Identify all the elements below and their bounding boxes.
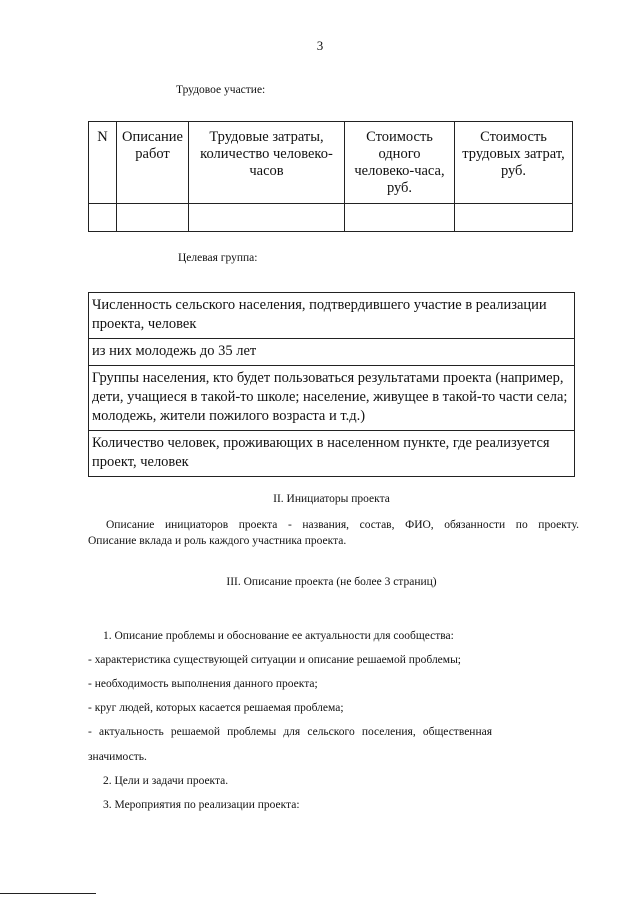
section-2-title: II. Инициаторы проекта xyxy=(273,493,390,505)
section-3-bullet-1: - характеристика существующей ситуации и описание решаемой проблемы; xyxy=(88,654,461,666)
labor-col-hour-cost: Стоимость одного человеко-часа, руб. xyxy=(345,122,455,204)
table-cell xyxy=(345,204,455,232)
labor-table-header-row xyxy=(89,122,573,204)
table-row xyxy=(89,366,575,431)
target-row-youth: из них молодежь до 35 лет xyxy=(89,339,575,366)
table-cell xyxy=(455,204,573,232)
table-row xyxy=(89,293,575,339)
target-row-rural-population: Численность сельского населения, подтвердившего участие в реализации проекта, человек xyxy=(89,293,575,339)
labor-heading: Трудовое участие: xyxy=(176,84,266,96)
section-2-line-2: Описание вклада и роль каждого участника проекта. xyxy=(88,535,347,547)
section-3-bullet-3: - круг людей, которых касается решаемая проблема; xyxy=(88,702,344,714)
section-3-bullet-4: - актуальность решаемой проблемы для сельского поселения, общественная xyxy=(88,726,492,738)
table-cell xyxy=(117,204,189,232)
labor-table-empty-row xyxy=(89,204,573,232)
target-row-population-groups: Группы населения, кто будет пользоваться результатами проекта (например, дети, учащиеся в такой-то школе; население, живущее в такой-то части села; молодежь, жители пожилого возраста и т.д.) xyxy=(89,366,575,431)
section-3-item-3: 3. Мероприятия по реализации проекта: xyxy=(103,799,300,811)
table-row xyxy=(89,431,575,477)
labor-col-description: Описание работ xyxy=(117,122,189,204)
target-group-table xyxy=(88,292,575,477)
labor-col-n: N xyxy=(89,122,117,204)
footer-divider xyxy=(0,893,96,894)
target-group-heading: Целевая группа: xyxy=(178,252,258,264)
labor-col-total-cost: Стоимость трудовых затрат, руб. xyxy=(455,122,573,204)
labor-col-labor-cost: Трудовые затраты, количество человеко-часов xyxy=(189,122,345,204)
table-row xyxy=(89,339,575,366)
section-2-line-1: Описание инициаторов проекта - названия, состав, ФИО, обязанности по проекту. xyxy=(106,519,579,531)
labor-table xyxy=(88,121,573,232)
table-cell xyxy=(89,204,117,232)
section-3-item-2: 2. Цели и задачи проекта. xyxy=(103,775,229,787)
section-3-bullet-2: - необходимость выполнения данного проекта; xyxy=(88,678,318,690)
page-number: 3 xyxy=(316,38,324,53)
section-3-item-1: 1. Описание проблемы и обоснование ее актуальности для сообщества: xyxy=(103,630,454,642)
section-3-bullet-4-cont: значимость. xyxy=(88,751,147,763)
section-3-title: III. Описание проекта (не более 3 страниц) xyxy=(226,576,437,588)
target-row-residents-count: Количество человек, проживающих в населенном пункте, где реализуется проект, человек xyxy=(89,431,575,477)
table-cell xyxy=(189,204,345,232)
